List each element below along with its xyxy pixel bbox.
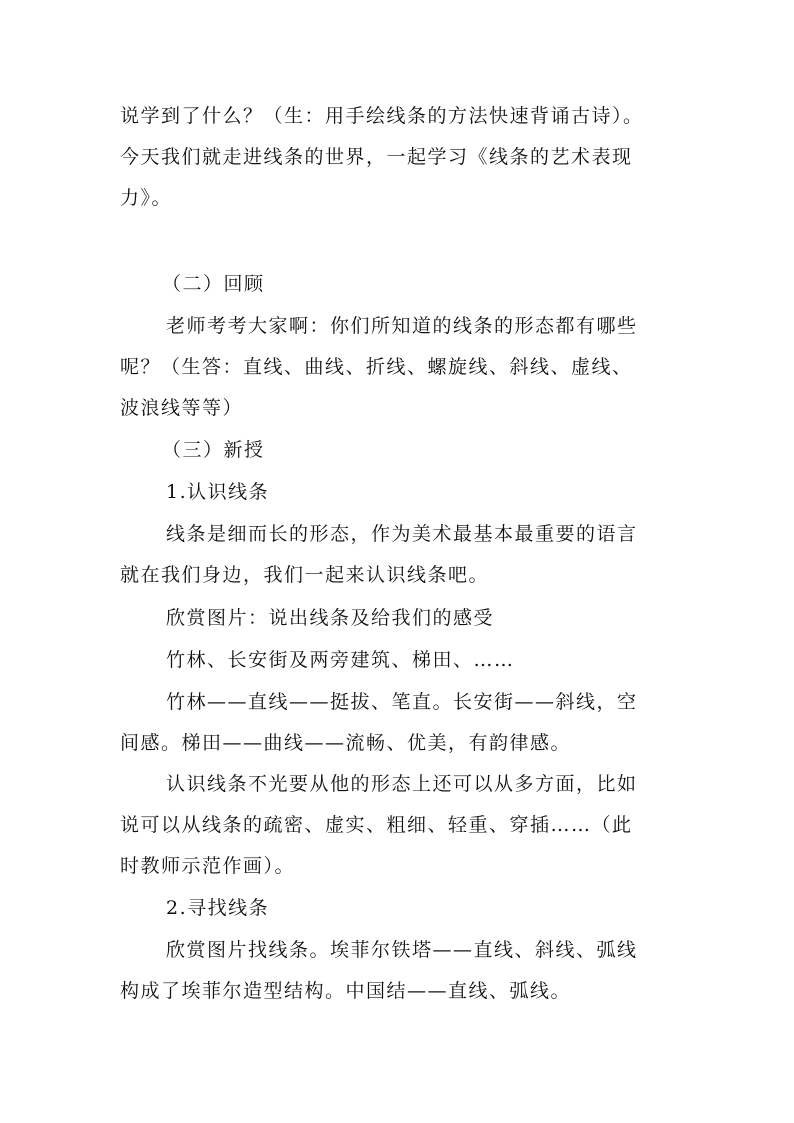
paragraph-appreciate (120, 598, 726, 639)
subsection-heading: 1.认识线条 (166, 481, 270, 503)
paragraph-examples (120, 640, 726, 681)
text-line: 老师考考大家啊：你们所知道的线条的形态都有哪些 (166, 315, 638, 337)
section-heading: （二）回顾 (162, 273, 265, 295)
text-line: 呢？（生答：直线、曲线、折线、螺旋线、斜线、虚线、 (120, 356, 633, 378)
text-line: 认识线条不光要从他的形态上还可以从多方面，比如 (166, 773, 638, 795)
paragraph-line-definition (120, 514, 680, 596)
paragraph-feelings (120, 682, 680, 764)
text-line: 欣赏图片：说出线条及给我们的感受 (166, 607, 495, 629)
text-line: 说学到了什么？（生：用手绘线条的方法快速背诵古诗）。 (120, 105, 644, 127)
text-line: 竹林、长安街及两旁建筑、梯田、…… (166, 649, 515, 671)
text-line: 竹林——直线——挺拔、笔直。长安街——斜线，空 (166, 691, 638, 713)
text-line: 说可以从线条的疏密、虚实、粗细、轻重、穿插……（此 (120, 814, 633, 836)
text-line: 间感。梯田——曲线——流畅、优美，有韵律感。 (120, 732, 572, 754)
text-line: 波浪线等等） (120, 397, 244, 419)
intro-paragraph (120, 96, 680, 219)
paragraph-aspects (120, 764, 680, 887)
text-line: 时教师示范作画）。 (120, 855, 296, 877)
section-heading-review (120, 264, 722, 305)
section-heading-new-lesson (120, 430, 722, 471)
section-heading: （三）新授 (162, 439, 265, 461)
text-line: 线条是细而长的形态，作为美术最基本最重要的语言 (166, 523, 638, 545)
review-paragraph (120, 306, 680, 429)
subsection-heading-2 (120, 888, 726, 929)
paragraph-find-lines (120, 930, 680, 1012)
text-line: 构成了埃菲尔造型结构。中国结——直线、弧线。 (120, 980, 572, 1002)
text-line: 就在我们身边，我们一起来认识线条吧。 (120, 564, 490, 586)
text-line: 力》。 (120, 187, 173, 209)
subsection-heading-1 (120, 472, 726, 513)
subsection-heading: 2.寻找线条 (166, 897, 270, 919)
text-line: 今天我们就走进线条的世界，一起学习《线条的艺术表现 (120, 146, 633, 168)
text-line: 欣赏图片找线条。埃菲尔铁塔——直线、斜线、弧线 (166, 939, 638, 961)
